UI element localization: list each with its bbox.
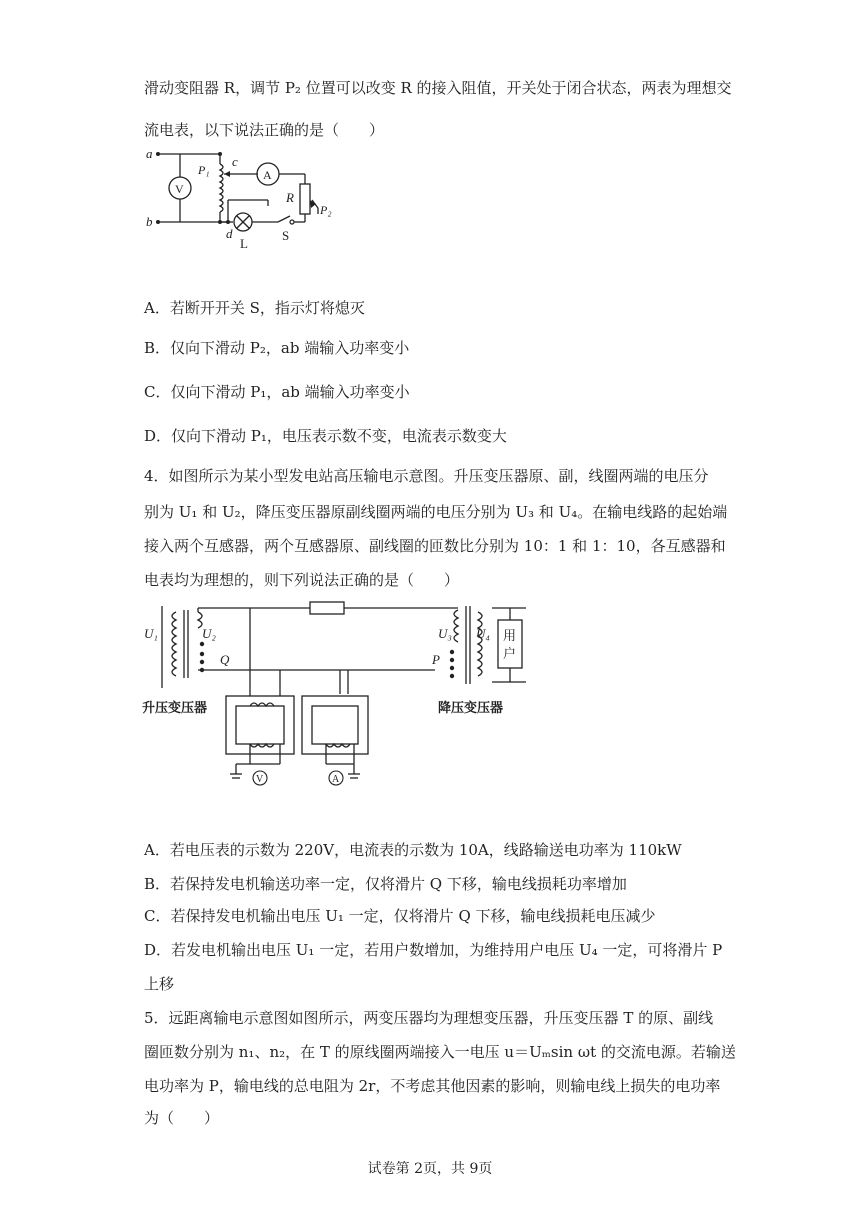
voltmeter-label: V: [256, 774, 264, 785]
q4-stem-line2: 别为 U₁ 和 U₂，降压变压器原副线圈两端的电压分别为 U₃ 和 U₄。在输电线路的起始端: [144, 503, 728, 521]
label-u2: U₂: [202, 626, 216, 641]
voltmeter-label: V: [175, 182, 184, 196]
label-p: P: [432, 652, 440, 667]
q4-option-a: A．若电压表的示数为 220V，电流表的示数为 10A，线路输送电功率为 110kW: [144, 841, 682, 859]
q4-stem-line3: 接入两个互感器，两个互感器原、副线圈的匝数比分别为 10：1 和 1：10，各互感器和: [144, 537, 726, 555]
q4-option-d-line2: 上移: [144, 975, 175, 993]
q3-option-a: A．若断开开关 S，指示灯将熄灭: [144, 299, 365, 317]
label-q: Q: [220, 652, 230, 667]
q4-stem-line4: 电表均为理想的，则下列说法正确的是（ ）: [144, 571, 460, 589]
label-u3: U₃: [438, 626, 452, 641]
label-u4: U₄: [476, 626, 490, 641]
page-footer: 试卷第 2页，共 9页: [367, 1161, 493, 1177]
q3-stem-line2: 流电表，以下说法正确的是（ ）: [144, 121, 385, 139]
q3-option-b: B．仅向下滑动 P₂，ab 端输入功率变小: [144, 339, 410, 357]
q4-stem-line1: 4．如图所示为某小型发电站高压输电示意图。升压变压器原、副，线圈两端的电压分: [144, 467, 709, 485]
ammeter-label: A: [263, 168, 272, 182]
q3-label-p2: P₂: [320, 203, 332, 217]
q5-stem-line2: 圈匝数分别为 n₁、n₂，在 T 的原线圈两端接入一电压 u＝Uₘsin ωt 的交流电源。若输送: [144, 1043, 736, 1061]
ammeter-label: A: [332, 774, 340, 785]
label-u1: U₁: [144, 626, 158, 641]
user-label-2: 户: [503, 646, 517, 661]
q4-option-d-line1: D．若发电机输出电压 U₁ 一定，若用户数增加，为维持用户电压 U₄ 一定，可将滑片 P: [144, 941, 723, 959]
q5-stem-line1: 5．远距离输电示意图如图所示，两变压器均为理想变压器，升压变压器 T 的原、副线: [144, 1009, 714, 1027]
q3-label-a: a: [146, 146, 153, 161]
q3-label-p1: P₁: [198, 163, 210, 177]
q3-label-r: R: [286, 190, 294, 205]
step-up-transformer-label: 升压变压器: [142, 700, 208, 715]
q4-transmission-figure: [140, 598, 540, 798]
q3-option-d: D．仅向下滑动 P₁，电压表示数不变，电流表示数变大: [144, 427, 507, 445]
q4-option-b: B．若保持发电机输送功率一定，仅将滑片 Q 下移，输电线损耗功率增加: [144, 875, 627, 893]
lamp-label: L: [240, 236, 248, 251]
q5-stem-line4: 为（ ）: [144, 1109, 220, 1127]
q3-label-b: b: [146, 214, 153, 229]
q3-label-c: c: [232, 154, 238, 169]
q3-label-d: d: [226, 226, 233, 241]
q3-stem-line1: 滑动变阻器 R，调节 P₂ 位置可以改变 R 的接入阻值，开关处于闭合状态，两表为理想交: [144, 79, 732, 97]
user-label-1: 用: [503, 628, 517, 643]
q3-option-c: C．仅向下滑动 P₁，ab 端输入功率变小: [144, 383, 410, 401]
q5-stem-line3: 电功率为 P，输电线的总电阻为 2r，不考虑其他因素的影响，则输电线上损失的电功率: [144, 1077, 721, 1095]
q3-circuit-figure: [140, 142, 350, 254]
q4-option-c: C．若保持发电机输出电压 U₁ 一定，仅将滑片 Q 下移，输电线损耗电压减少: [144, 907, 656, 925]
switch-label: S: [282, 228, 290, 243]
step-down-transformer-label: 降压变压器: [438, 700, 504, 715]
